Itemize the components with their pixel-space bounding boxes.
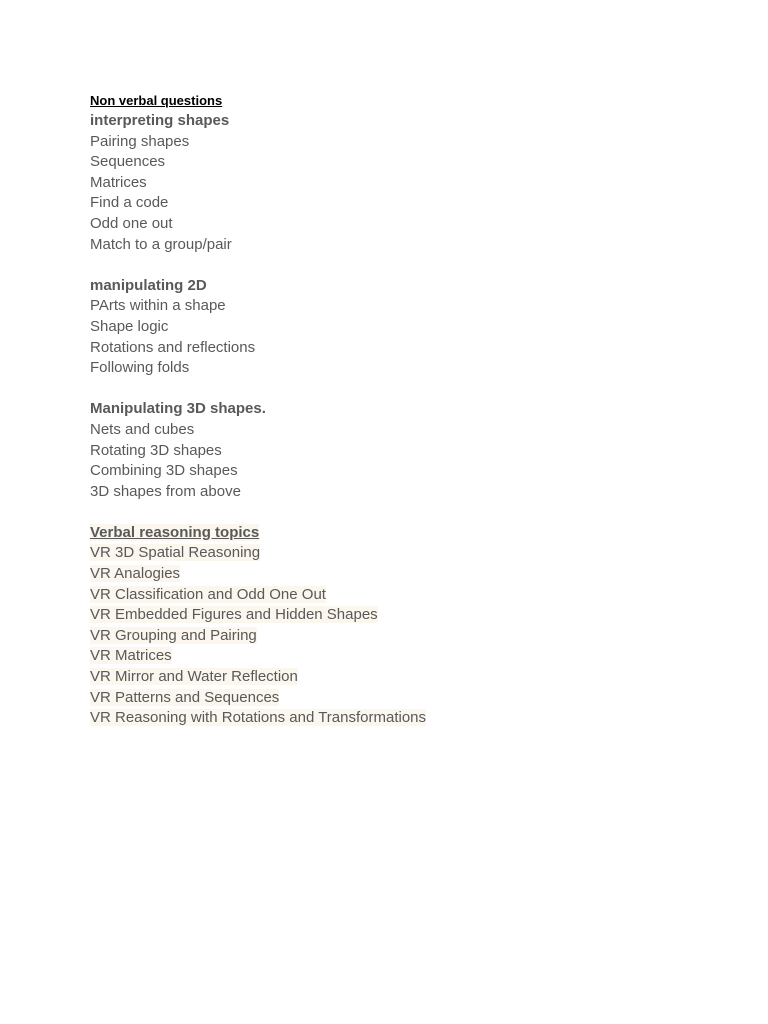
list-item: Rotations and reflections: [90, 338, 256, 356]
verbal-list-item: [90, 564, 730, 585]
verbal-topic: VR Mirror and Water Reflection: [90, 668, 298, 686]
list-item: Following folds: [90, 359, 190, 377]
verbal-list-item: [90, 543, 730, 564]
list-item: Combining 3D shapes: [90, 462, 238, 480]
verbal-heading-line: [90, 523, 730, 544]
list-item: Odd one out: [90, 214, 173, 232]
section-heading-manipulating-2d: manipulating 2D: [90, 276, 207, 294]
document-title: Non verbal questions: [90, 93, 223, 108]
verbal-list-item: [90, 688, 730, 709]
list-item: Shape logic: [90, 317, 169, 335]
blank-line: [90, 379, 730, 400]
list-item: PArts within a shape: [90, 297, 226, 315]
verbal-section-heading: Verbal reasoning topics: [90, 523, 260, 541]
list-item: Match to a group/pair: [90, 235, 232, 253]
document-page: [90, 91, 730, 729]
section-heading-interpreting: interpreting shapes: [90, 112, 230, 129]
blank-line: [90, 502, 730, 523]
list-item: 3D shapes from above: [90, 482, 241, 500]
verbal-list-item: [90, 708, 730, 729]
verbal-topic: VR 3D Spatial Reasoning: [90, 544, 261, 562]
list-item: Sequences: [90, 153, 166, 171]
verbal-list-item: [90, 585, 730, 606]
verbal-topic: VR Reasoning with Rotations and Transformations: [90, 709, 427, 727]
verbal-topic: VR Classification and Odd One Out: [90, 585, 326, 603]
verbal-topic: VR Patterns and Sequences: [90, 688, 280, 706]
verbal-list-item: [90, 626, 730, 647]
list-item: Nets and cubes: [90, 420, 195, 438]
verbal-topic: VR Matrices: [90, 647, 172, 665]
blank-line: [90, 255, 730, 276]
verbal-list-item: [90, 667, 730, 688]
verbal-topic: VR Embedded Figures and Hidden Shapes: [90, 606, 378, 624]
list-item: Matrices: [90, 173, 147, 191]
list-item: Find a code: [90, 194, 169, 212]
verbal-list-item: [90, 646, 730, 667]
list-item: Pairing shapes: [90, 132, 190, 150]
section-heading-manipulating-3d: Manipulating 3D shapes.: [90, 400, 266, 418]
verbal-topic: VR Analogies: [90, 565, 181, 583]
list-item: Rotating 3D shapes: [90, 441, 222, 459]
verbal-list-item: [90, 605, 730, 626]
verbal-topic: VR Grouping and Pairing: [90, 626, 257, 644]
